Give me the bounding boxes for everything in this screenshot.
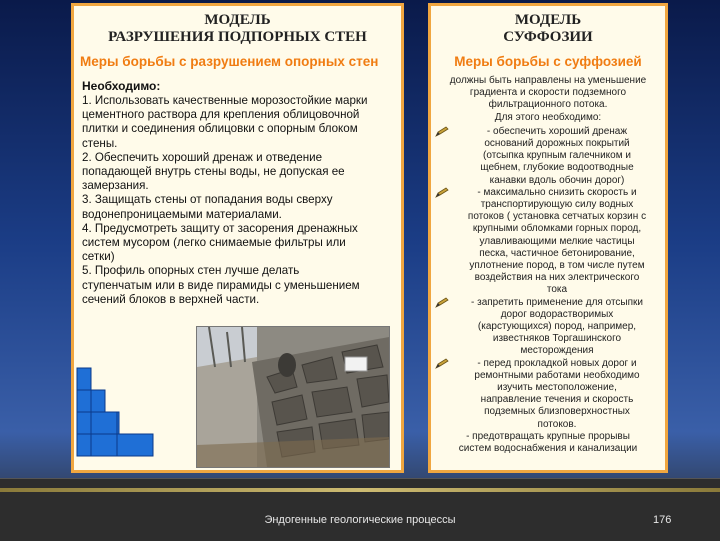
right-list-line: транспортирующую силу водных — [480, 199, 634, 211]
right-panel — [428, 3, 668, 473]
bullet — [435, 126, 453, 141]
right-list-line: - запретить применение для отсыпки — [471, 296, 643, 308]
right-list-line: - перед прокладкой новых дорог и — [477, 357, 637, 369]
right-list-line: ремонтными работами необходимо — [474, 369, 640, 381]
right-last-line: систем водоснабжения и канализации — [458, 443, 638, 455]
left-measure-line: цементного раствора для крепления облицовочной — [82, 108, 360, 122]
stepped-wall-diagram — [75, 366, 157, 458]
page-number: 176 — [653, 514, 672, 526]
left-measure-line: сечений блоков в верхней части. — [82, 292, 260, 306]
left-measure-line: водонепроницаемыми материалами. — [82, 207, 282, 221]
right-list-line: потоков ( установка сетчатых корзин с — [467, 211, 647, 223]
right-list-item-text — [453, 126, 661, 187]
left-measure-line: 5. Профиль опорных стен лучше делать — [82, 264, 300, 278]
left-measure-line: сетки) — [82, 250, 115, 264]
bullet — [435, 297, 453, 312]
right-measures-list — [435, 126, 661, 455]
right-list-line: крупными обломками горных пород, — [472, 223, 642, 235]
right-list-line: оснований дорожных покрытий — [484, 138, 630, 150]
right-list-line: канавки вдоль обочин дорог) — [489, 174, 625, 186]
right-list-line: уплотнение пород, в том числе путем — [469, 260, 645, 272]
right-list-line: тока — [546, 284, 568, 296]
left-need-heading: Необходимо: — [82, 79, 161, 93]
right-list-line: воздействия на них электрического — [474, 272, 640, 284]
right-subtitle: Меры борьбы с суффозией — [454, 54, 642, 69]
right-list-line: (карстующихся) пород, например, — [477, 321, 637, 333]
right-list-item-text — [453, 187, 661, 297]
footer-title: Эндогенные геологические процессы — [264, 514, 456, 526]
right-list-line: известняков Торгашинского — [492, 333, 622, 345]
right-list-line: улавливающими мелкие частицы — [479, 235, 635, 247]
right-list-line: щебнем, глубокие водоотводные — [480, 162, 634, 174]
pencil-icon — [435, 358, 449, 369]
left-measure-line: плитки и соединения облицовки с опорным блоком — [82, 122, 358, 136]
right-title-line1: МОДЕЛЬ — [514, 12, 582, 28]
right-intro — [435, 75, 661, 124]
right-list-line: потоков. — [537, 418, 577, 430]
left-subtitle: Меры борьбы с разрушением опорных стен — [80, 54, 379, 69]
left-measures-list — [82, 94, 395, 307]
bullet — [435, 358, 453, 373]
pencil-icon — [435, 126, 449, 137]
right-title — [431, 12, 665, 46]
right-list-line: - обеспечить хороший дренаж — [486, 125, 628, 137]
left-title-line1: МОДЕЛЬ — [204, 12, 271, 28]
right-list-line: направление течения и скорость — [480, 394, 634, 406]
right-intro-line: Для этого необходимо: — [494, 111, 602, 123]
left-measure-line: попадающей внутрь стены воды, не допуская ее — [82, 165, 345, 179]
right-list-line: подземных близповерхностных — [484, 406, 630, 418]
left-measure-line: 4. Предусмотреть защиту от засорения дренажных — [82, 221, 358, 235]
pencil-icon — [435, 297, 449, 308]
left-measure-line: ступенчатым или в виде пирамиды с уменьшением — [82, 278, 360, 292]
right-last-line: - предотвращать крупные прорывы — [466, 430, 630, 442]
right-list-item-text — [453, 358, 661, 431]
footer-accent-line — [0, 488, 720, 492]
right-title-line2: СУФФОЗИИ — [503, 29, 593, 45]
right-list-item — [435, 358, 661, 431]
right-list-item — [435, 187, 661, 297]
left-measure-line: систем мусором (легко снимаемые фильтры или — [82, 236, 346, 250]
right-list-line: дорог водорастворимых — [500, 308, 614, 320]
left-title — [74, 12, 401, 46]
right-list-line: месторождения — [520, 345, 594, 357]
right-intro-line: градиента и скорости подземного — [469, 87, 627, 99]
right-list-line: песка, частичное бетонирование, — [479, 247, 635, 259]
right-intro-line: должны быть направлены на уменьшение — [449, 75, 647, 86]
right-list-item — [435, 297, 661, 358]
retaining-wall-photo — [196, 326, 390, 468]
pencil-icon — [435, 187, 449, 198]
right-list-item — [435, 126, 661, 187]
left-title-line2: РАЗРУШЕНИЯ ПОДПОРНЫХ СТЕН — [108, 29, 367, 45]
left-measure-line: замерзания. — [82, 179, 149, 193]
left-measure-line: 1. Использовать качественные морозостойкие марки — [82, 94, 368, 107]
left-measure-line: стены. — [82, 136, 118, 150]
right-list-item-text — [453, 297, 661, 358]
left-measure-line: 3. Защищать стены от попадания воды сверху — [82, 193, 333, 207]
right-list-line: (отсыпка крупным галечником и — [483, 150, 631, 162]
right-intro-line: фильтрационного потока. — [488, 99, 608, 111]
right-list-line: - максимально снизить скорость и — [477, 186, 637, 198]
right-list-line: изучить местоположение, — [497, 382, 617, 394]
bullet — [435, 187, 453, 202]
left-measure-line: 2. Обеспечить хороший дренаж и отведение — [82, 150, 323, 164]
